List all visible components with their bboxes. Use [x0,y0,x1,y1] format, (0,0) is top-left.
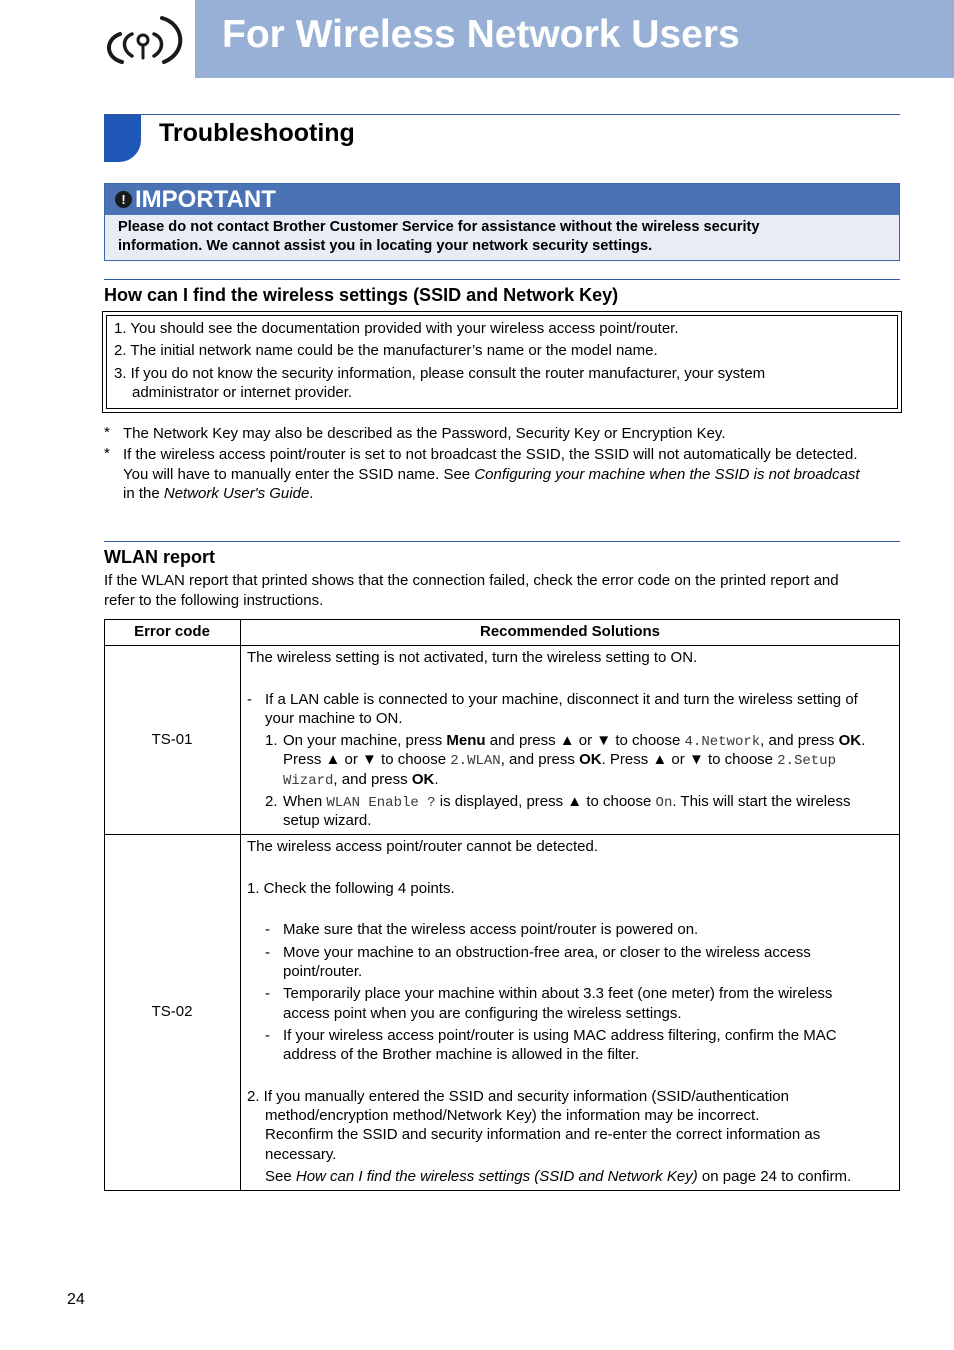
dash-bullet: - [265,921,270,938]
note-text: The Network Key may also be described as the Password, Security Key or Encryption Key. [123,425,726,442]
exclamation-icon: ! [115,191,132,208]
guide-reference: Network User's Guide [163,485,310,502]
solution-text: The wireless access point/router cannot be detected. [247,838,599,855]
note-text: in the Network User's Guide. [123,485,314,502]
table-border [240,619,241,1191]
section-title: Troubleshooting [159,119,355,147]
solution-text: method/encryption method/Network Key) the information may be incorrect. [265,1107,760,1124]
solution-text: 2. If you manually entered the SSID and security information (SSID/authentication [247,1088,789,1105]
check-item: point/router. [283,963,363,980]
step-number: 1. [265,732,278,749]
important-heading [105,184,899,215]
check-item: If your wireless access point/router is using MAC address filtering, confirm the MAC [283,1027,837,1044]
important-label: IMPORTANT [135,186,276,213]
error-code-ts01: TS-01 [151,731,193,748]
solution-text: necessary. [265,1146,337,1163]
table-border [104,619,900,620]
section-tab-marker [104,115,141,162]
check-item: access point when you are configuring the wireless settings. [283,1005,682,1022]
error-code-ts02: TS-02 [151,1003,193,1020]
check-item: Temporarily place your machine within about 3.3 feet (one meter) from the wireless [283,985,833,1002]
step-text: setup wizard. [283,812,372,829]
step-text: When WLAN Enable ? is displayed, press ▲ to choose On. This will start the wireless [283,793,851,811]
subsection-divider [104,279,900,280]
wlan-intro: refer to the following instructions. [104,592,324,609]
cross-reference: How can I find the wireless settings (SSID and Network Key) [295,1168,698,1185]
step-text: Wizard, and press OK. [283,771,439,789]
table-border [104,1190,900,1191]
solution-text: If a LAN cable is connected to your machine, disconnect it and turn the wireless setting of [265,691,858,708]
list-item: 2. The initial network name could be the manufacturer’s name or the model name. [114,342,658,359]
column-header-solutions: Recommended Solutions [479,623,661,640]
section-divider [104,114,900,115]
solution-text: Reconfirm the SSID and security information and re-enter the correct information as [265,1126,821,1143]
important-line: Please do not contact Brother Customer Service for assistance without the wireless security [118,219,760,235]
important-line: information. We cannot assist you in locating your network security settings. [118,238,653,254]
solution-text: 1. Check the following 4 points. [247,880,455,897]
table-border [104,619,105,1191]
dash-bullet: - [265,944,270,961]
step-number: 2. [265,793,278,810]
note-bullet: * [104,424,110,441]
solution-text: your machine to ON. [265,710,403,727]
page-title: For Wireless Network Users [222,13,740,56]
important-notice [104,183,900,261]
page-number: 24 [67,1291,85,1308]
wlan-intro: If the WLAN report that printed shows that the connection failed, check the error code on the printed report and [104,572,839,589]
important-text [105,215,899,256]
solution-text: See How can I find the wireless settings (SSID and Network Key) on page 24 to confirm. [265,1168,852,1185]
wlan-section-title: WLAN report [104,547,215,567]
check-item: address of the Brother machine is allowed in the filter. [283,1046,640,1063]
step-text: Press ▲ or ▼ to choose 2.WLAN, and press OK. Press ▲ or ▼ to choose 2.Setup [283,751,836,769]
note-bullet: * [104,445,110,462]
guide-reference: Configuring your machine when the SSID is not broadcast [474,466,860,483]
table-border [104,645,900,646]
list-item-continuation: administrator or internet provider. [132,384,353,401]
solution-text: The wireless setting is not activated, turn the wireless setting to ON. [247,649,698,666]
wireless-network-icon [92,6,192,72]
table-border [104,834,900,835]
dash-bullet: - [265,985,270,1002]
note-text: You will have to manually enter the SSID name. See Configuring your machine when the SSID is not broadcast [123,466,860,483]
column-header-error-code: Error code [134,623,210,640]
check-item: Move your machine to an obstruction-free area, or closer to the wireless access [283,944,811,961]
ssid-section-title: How can I find the wireless settings (SSID and Network Key) [104,285,619,305]
note-text: If the wireless access point/router is set to not broadcast the SSID, the SSID will not automatically be detected. [123,446,858,463]
list-item: 3. If you do not know the security information, please consult the router manufacturer, your system [114,365,766,382]
dash-bullet: - [247,691,252,708]
step-text: On your machine, press Menu and press ▲ or ▼ to choose 4.Network, and press OK. [283,732,866,750]
list-item: 1. You should see the documentation provided with your wireless access point/router. [114,320,679,337]
subsection-divider [104,541,900,542]
check-item: Make sure that the wireless access point/router is powered on. [283,921,699,938]
table-border [899,619,900,1191]
dash-bullet: - [265,1027,270,1044]
